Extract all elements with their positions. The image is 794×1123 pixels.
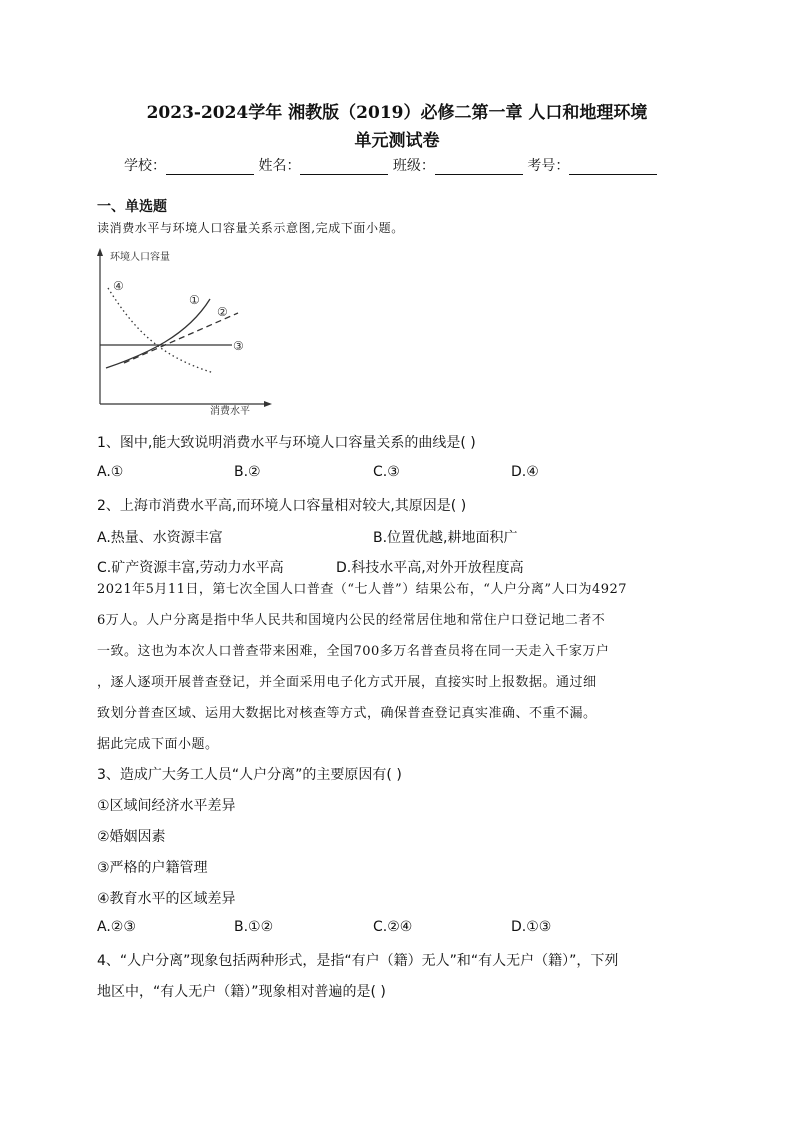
exam-subtitle: 单元测试卷 — [354, 131, 440, 151]
passage-line-6: 据此完成下面小题。 — [97, 737, 219, 752]
question-4-stem-line-2: 地区中，“有人无户（籍）”现象相对普遍的是( ) — [97, 984, 386, 1000]
student-info-row — [124, 155, 657, 175]
q1-option-b[interactable]: B.② — [234, 464, 261, 480]
passage-line-3: 一致。这也为本次人口普查带来困难，全国700多万名普查员将在同一天走入千家万户 — [97, 644, 610, 659]
x-axis-label: 消费水平 — [210, 406, 250, 417]
q2-option-d[interactable]: D.科技水平高,对外开放程度高 — [336, 560, 524, 576]
intro-text: 读消费水平与环境人口容量关系示意图,完成下面小题。 — [97, 221, 404, 235]
name-blank[interactable] — [300, 160, 388, 175]
passage-line-1: 2021年5月11日，第七次全国人口普查（“七人普”）结果公布，“人户分离”人口为4927 — [97, 582, 628, 597]
q3-option-b[interactable]: B.①② — [234, 919, 274, 935]
curve-3-label: ③ — [233, 339, 244, 353]
exam-number-label: 考号： — [527, 158, 570, 174]
class-blank[interactable] — [435, 160, 523, 175]
y-axis-label: 环境人口容量 — [110, 252, 170, 263]
q2-option-a[interactable]: A.热量、水资源丰富 — [97, 530, 223, 546]
question-3-stem: 3、造成广大务工人员“人户分离”的主要原因有( ) — [97, 767, 402, 783]
class-label: 班级： — [392, 158, 435, 174]
curve-2-label: ② — [217, 305, 228, 319]
school-blank[interactable] — [166, 160, 254, 175]
q2-option-c[interactable]: C.矿产资源丰富,劳动力水平高 — [97, 560, 284, 576]
consumption-capacity-chart — [92, 246, 272, 421]
curve-1-label: ① — [189, 293, 200, 307]
exam-number-blank[interactable] — [569, 160, 657, 175]
question-2-stem: 2、上海市消费水平高,而环境人口容量相对较大,其原因是( ) — [97, 498, 467, 514]
section-heading: 一、单选题 — [97, 199, 167, 215]
q1-option-d[interactable]: D.④ — [511, 464, 539, 480]
curve-4-label: ④ — [113, 279, 124, 293]
x-axis-arrow — [264, 401, 272, 407]
name-label: 姓名： — [258, 158, 301, 174]
passage-line-4: ，逐人逐项开展普查登记，并全面采用电子化方式开展，直接实时上报数据。通过细 — [97, 675, 597, 690]
curve-1 — [106, 299, 210, 368]
q3-option-c[interactable]: C.②④ — [373, 919, 413, 935]
passage-line-5: 致划分普查区域、运用大数据比对核查等方式，确保普查登记真实准确、不重不漏。 — [97, 706, 597, 721]
q3-option-a[interactable]: A.②③ — [97, 919, 136, 935]
q3-item-3: ③严格的户籍管理 — [97, 860, 208, 876]
school-label: 学校： — [124, 158, 166, 174]
q1-option-a[interactable]: A.① — [97, 464, 124, 480]
question-1-stem: 1、图中,能大致说明消费水平与环境人口容量关系的曲线是( ) — [97, 435, 476, 451]
curve-2 — [124, 313, 238, 363]
q2-option-b[interactable]: B.位置优越,耕地面积广 — [373, 530, 518, 546]
y-axis-arrow — [97, 248, 103, 256]
q1-option-c[interactable]: C.③ — [373, 464, 400, 480]
question-4-stem-line-1: 4、“人户分离”现象包括两种形式，是指“有户（籍）无人”和“有人无户（籍）”，下列 — [97, 953, 619, 969]
q3-item-4: ④教育水平的区域差异 — [97, 891, 236, 907]
q3-item-1: ①区域间经济水平差异 — [97, 798, 236, 814]
q3-item-2: ②婚姻因素 — [97, 829, 166, 845]
exam-title: 2023-2024学年 湘教版（2019）必修二第一章 人口和地理环境 — [146, 103, 648, 123]
q3-option-d[interactable]: D.①③ — [511, 919, 552, 935]
passage-line-2: 6万人。人户分离是指中华人民共和国境内公民的经常居住地和常住户口登记地二者不 — [97, 613, 606, 628]
